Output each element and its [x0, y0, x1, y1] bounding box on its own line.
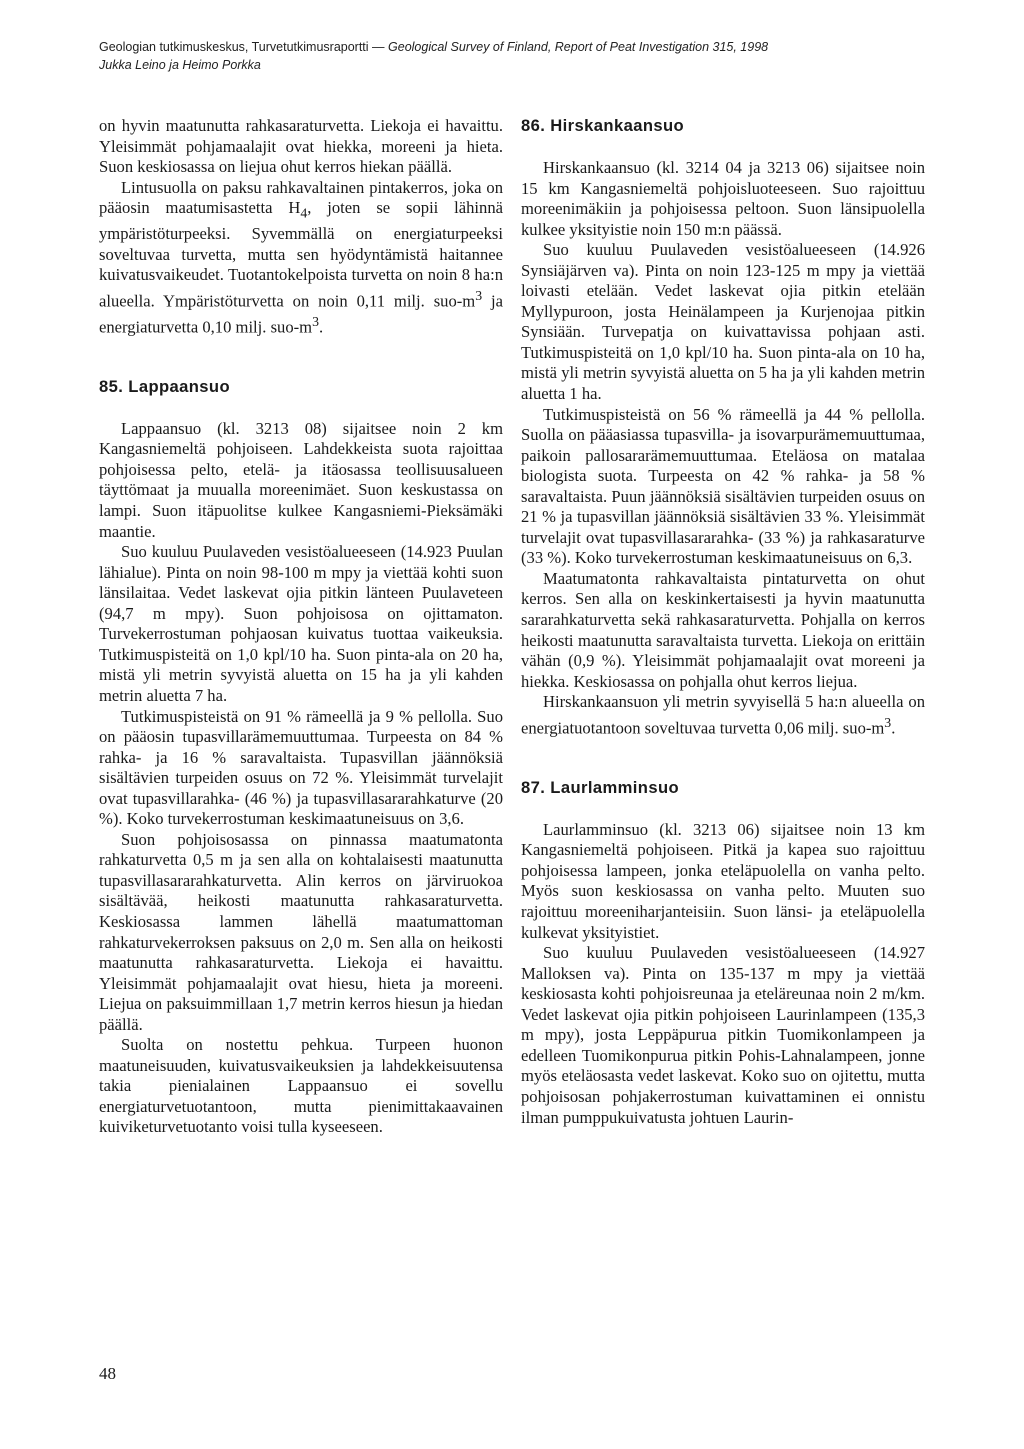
paragraph-85-hydrology: Suo kuuluu Puulaveden vesistöalueeseen (14.923 Puulan lähialue). Pinta on noin 98-100 m mpy ja viettää kohti suon länsilaitaa. Vedet laskevat ojia pitkin länteen Puulaveteen (94,7 m mpy). Suon pohjoisosa on ojittamaton. Turvekerrostuman pohjaosan kuivatus tuottaa vaikeuksia. Tutkimuspisteitä on 1,0 kpl/10 ha. Suon pinta-ala on 20 ha, mistä yli metrin syvyistä aluetta on 15 ha ja yli kahden metrin aluetta 7 ha. [99, 542, 503, 705]
section-heading-85: 85. Lappaansuo [99, 376, 231, 396]
text-run: . [318, 317, 324, 337]
paragraph-86-stratigraphy: Maatumatonta rahkavaltaista pintaturvetta on ohut kerros. Sen alla on keskinkertaisesti ja hyvin maatunutta sararahkaturvetta sekä rahkasaraturvetta. Pohjalla on kerros heikosti maatunutta saravaltaista turvetta. Liekoja on erittäin vähän (0,9 %). Yleisimmät pohjamaalajit ovat moreeni ja hiekka. Keskiosassa on pohjalla ohut kerros liejua. [521, 568, 925, 691]
paragraph-lintusuo-summary [99, 178, 503, 338]
paragraph-86-conclusion [521, 692, 925, 739]
running-header [99, 38, 959, 74]
text-run: ja energiaturvetta 0,10 milj. suo-m [99, 291, 503, 337]
text-run: Hirskankaansuon yli metrin syvyisellä 5 ha:n alueella on energiatuotantoon soveltuvaa turvetta 0,06 milj. suo-m [521, 692, 925, 738]
header-authors: Jukka Leino ja Heimo Porkka [99, 58, 261, 72]
subscript: 4 [300, 205, 308, 221]
text-run: , joten se sopii lähinnä ympäristöturpeeksi. Syvemmällä on energiaturpeeksi soveltuvaa turvetta, mutta sen hyödyntämistä haitannee kuivatusvaikeudet. Tuotantokelpoista turvetta on noin 8 ha:n alueella. Ympäristöturvetta on noin 0,11 milj. suo-m [99, 198, 504, 311]
superscript: 3 [884, 714, 892, 730]
paragraph-87-location: Laurlamminsuo (kl. 3213 06) sijaitsee noin 13 km Kangasniemeltä pohjoiseen. Pitkä ja kapea suo rajoittuu pohjoisessa lampeen, jonka eteläpuolella on vanha pelto. Myös suon keskiosassa on vanha pelto. Muuten suo rajoittuu moreeniharjanteisiin. Suon länsi- ja eteläpuolella kulkevat yksityistiet. [521, 819, 925, 942]
text-run: . [891, 718, 896, 738]
section-heading-86: 86. Hirskankaansuo [521, 116, 685, 135]
paragraph-lintusuo-intro: on hyvin maatunutta rahkasaraturvetta. Liekoja ei havaittu. Yleisimmät pohjamaalajit ovat hiekka, moreeni ja hieta. Suon keskiosassa on liejua ohut kerros hiekan päällä. [99, 116, 503, 177]
paragraph-86-composition: Tutkimuspisteistä on 56 % rämeellä ja 44 % pellolla. Suolla on pääasiassa tupasvilla- ja isovarpurämemuuttumaa, paikoin pallosararämemuuttumaa. Eteläosa on matalaa biologista suota. Turpeesta on 42 % rahka- ja 58 % saravaltaista. Puun jäännöksiä sisältävien turpeiden osuus on 21 % ja tupasvillan jäännöksiä sisältävien 33 %. Yleisimmät turvelajit ovat tupasvillasararahka- (33 %) ja rahkasaraturve (33 %). Koko turvekerrostuman keskimaatuneisuus on 6,3. [521, 404, 925, 568]
text-run: Lintusuolla on paksu rahkavaltainen pintakerros, joka on pääosin maatumisastetta H [99, 177, 503, 218]
paragraph-87-hydrology: Suo kuuluu Puulaveden vesistöalueeseen (14.927 Malloksen va). Pinta on 135-137 m mpy ja viettää keskiosasta kohti pohjoisreunaa ja eteläreunaa noin 2 m/km. Vedet laskevat ojia pitkin pohjoiseen Laurinlampeen (135,3 m mpy), josta Leppäpurua pitkin Tuomikonlampeen ja edelleen Tuomikonpurua pitkin Pohis-Lahnalampeen, jonne myös eteläosasta vedet laskevat. Koko suo on ojitettu, mutta pohjoisosan pohjakerrostuman kuivattaminen ei onnistu ilman pumppukuivatusta johtuen Laurin- [521, 943, 925, 1127]
section-heading-87: 87. Laurlamminsuo [521, 777, 680, 797]
paragraph-85-stratigraphy: Suon pohjoisosassa on pinnassa maatumatonta rahkaturvetta 0,5 m ja sen alla on kohtalaisesti maatunutta tupasvillasararahkaturvetta. Alin kerros on järviruokoa sisältävää, heikosti maatunutta rahkasaraturvetta. Keskiosassa lammen lähellä maatumattoman rahkaturvekerroksen paksuus on 2,0 m. Sen alla on heikosti maatunutta rahkasaraturvetta. Liekoja ei havaittu. Yleisimmät pohjamaalajit ovat hiesu, hieta ja moreeni. Liejua on paksuimmillaan 1,7 metrin kerros hiesun ja hiedan päällä. [99, 829, 503, 1034]
paragraph-86-location: Hirskankaansuo (kl. 3214 04 ja 3213 06) sijaitsee noin 15 km Kangasniemeltä pohjoisluoteeseen. Suo rajoittuu moreenimäkiin ja pohjoisessa peltoon. Suon länsipuolella kulkee yksityistie noin 150 m:n päässä. [521, 158, 925, 239]
paragraph-85-conclusion: Suolta on nostettu pehkua. Turpeen huonon maatuneisuuden, kuivatusvaikeuksien ja lahdekkeisuutensa takia pienialainen Lappaansuo ei sovellu energiaturvetuotantoon, mutta pienimittakaavainen kuiviketurvetuotanto voisi tulla kyseeseen. [99, 1035, 503, 1137]
paragraph-85-composition: Tutkimuspisteistä on 91 % rämeellä ja 9 % pellolla. Suo on pääosin tupasvillarämemuuttumaa. Turpeesta on 84 % rahka- ja 16 % saravaltaista. Tupasvillan jäännöksiä sisältävien turpeiden osuus on 72 %. Yleisimmät turvelajit ovat tupasvillarahka- (46 %) ja tupasvillasararahkaturve (20 %). Koko turvekerrostuman keskimaatuneisuus on 3,6. [99, 706, 503, 829]
superscript: 3 [312, 313, 319, 329]
left-column [99, 116, 503, 1138]
header-series-fi: Geologian tutkimuskeskus, Turvetutkimusraportti — [99, 40, 389, 54]
right-column [521, 116, 925, 1128]
paragraph-85-location: Lappaansuo (kl. 3213 08) sijaitsee noin 2 km Kangasniemeltä pohjoiseen. Lahdekkeista suota rajoittaa pohjoisessa pelto, etelä- ja itäosassa teollisuusalueen täyttömaat ja muualla moreenimäet. Suon keskustassa on lampi. Suon itäpuolitse kulkee Kangasniemi-Pieksämäki maantie. [99, 418, 503, 541]
header-series-en: Geological Survey of Finland, Report of Peat Investigation 315, 1998 [388, 40, 769, 54]
paragraph-86-hydrology: Suo kuuluu Puulaveden vesistöalueeseen (14.926 Synsiäjärven va). Pinta on noin 123-125 m mpy ja viettää loivasti etelään. Vedet laskevat ojia pitkin etelään Myllypuroon, josta Heinälampeen ja Kurjenojaa pitkin Synsiään. Turvepatja on kuivattavissa pohjaan asti. Tutkimuspisteitä on 1,0 kpl/10 ha. Suon pinta-ala on 10 ha, mistä yli metrin syvyistä aluetta on 5 ha ja yli kahden metrin aluetta 1 ha. [521, 240, 925, 404]
superscript: 3 [475, 287, 483, 303]
header-series-line [99, 38, 959, 56]
page-number: 48 [99, 1364, 116, 1383]
